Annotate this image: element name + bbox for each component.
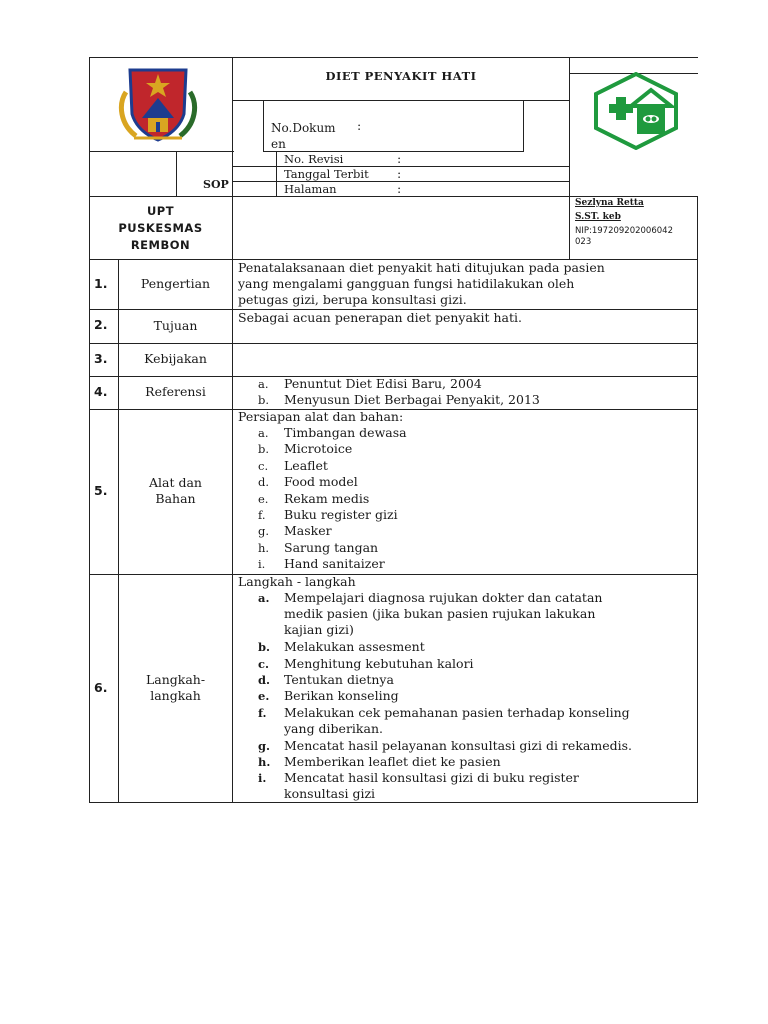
revision-label: No. Revisi bbox=[284, 152, 344, 166]
regional-emblem-icon bbox=[112, 62, 204, 144]
section-intro: Persiapan alat dan bahan: bbox=[238, 409, 404, 424]
page-title: DIET PENYAKIT HATI bbox=[325, 69, 477, 83]
issued-colon: : bbox=[397, 166, 402, 181]
section-number: 4. bbox=[94, 384, 108, 399]
section-label: Langkah- langkah bbox=[145, 672, 206, 703]
organization-name: UPT PUSKESMAS REMBON bbox=[118, 204, 203, 252]
section-content: Sebagai acuan penerapan diet penyakit hati. bbox=[238, 310, 522, 325]
issued-label: Tanggal Terbit bbox=[284, 167, 369, 181]
section-label: Pengertian bbox=[140, 276, 211, 291]
page-label: Halaman bbox=[284, 182, 337, 196]
section-number: 5. bbox=[94, 483, 108, 498]
page-colon: : bbox=[397, 181, 402, 196]
health-cross-house-icon bbox=[593, 72, 679, 150]
section-label: Kebijakan bbox=[144, 351, 207, 366]
section-number: 6. bbox=[94, 680, 108, 695]
section-number: 1. bbox=[94, 276, 108, 291]
section-number: 2. bbox=[94, 317, 108, 332]
section-label: Referensi bbox=[145, 384, 206, 399]
signer-block: Sezlyna Retta S.ST. keb NIP:197209202006042 023 bbox=[575, 198, 673, 247]
doc-no-label: No.Dokum en bbox=[271, 121, 336, 151]
revision-colon: : bbox=[397, 151, 402, 166]
section-label: Tujuan bbox=[153, 318, 198, 333]
doc-no-colon: : bbox=[357, 118, 362, 133]
section-number: 3. bbox=[94, 351, 108, 366]
section-intro: Langkah - langkah bbox=[238, 574, 356, 589]
sop-label: SOP bbox=[203, 178, 229, 191]
section-content: Penatalaksanaan diet penyakit hati ditujukan pada pasien yang mengalami gangguan fungsi hatidilakukan oleh petugas gizi, berupa konsultasi gizi. bbox=[238, 260, 605, 307]
section-label: Alat dan Bahan bbox=[149, 475, 202, 506]
